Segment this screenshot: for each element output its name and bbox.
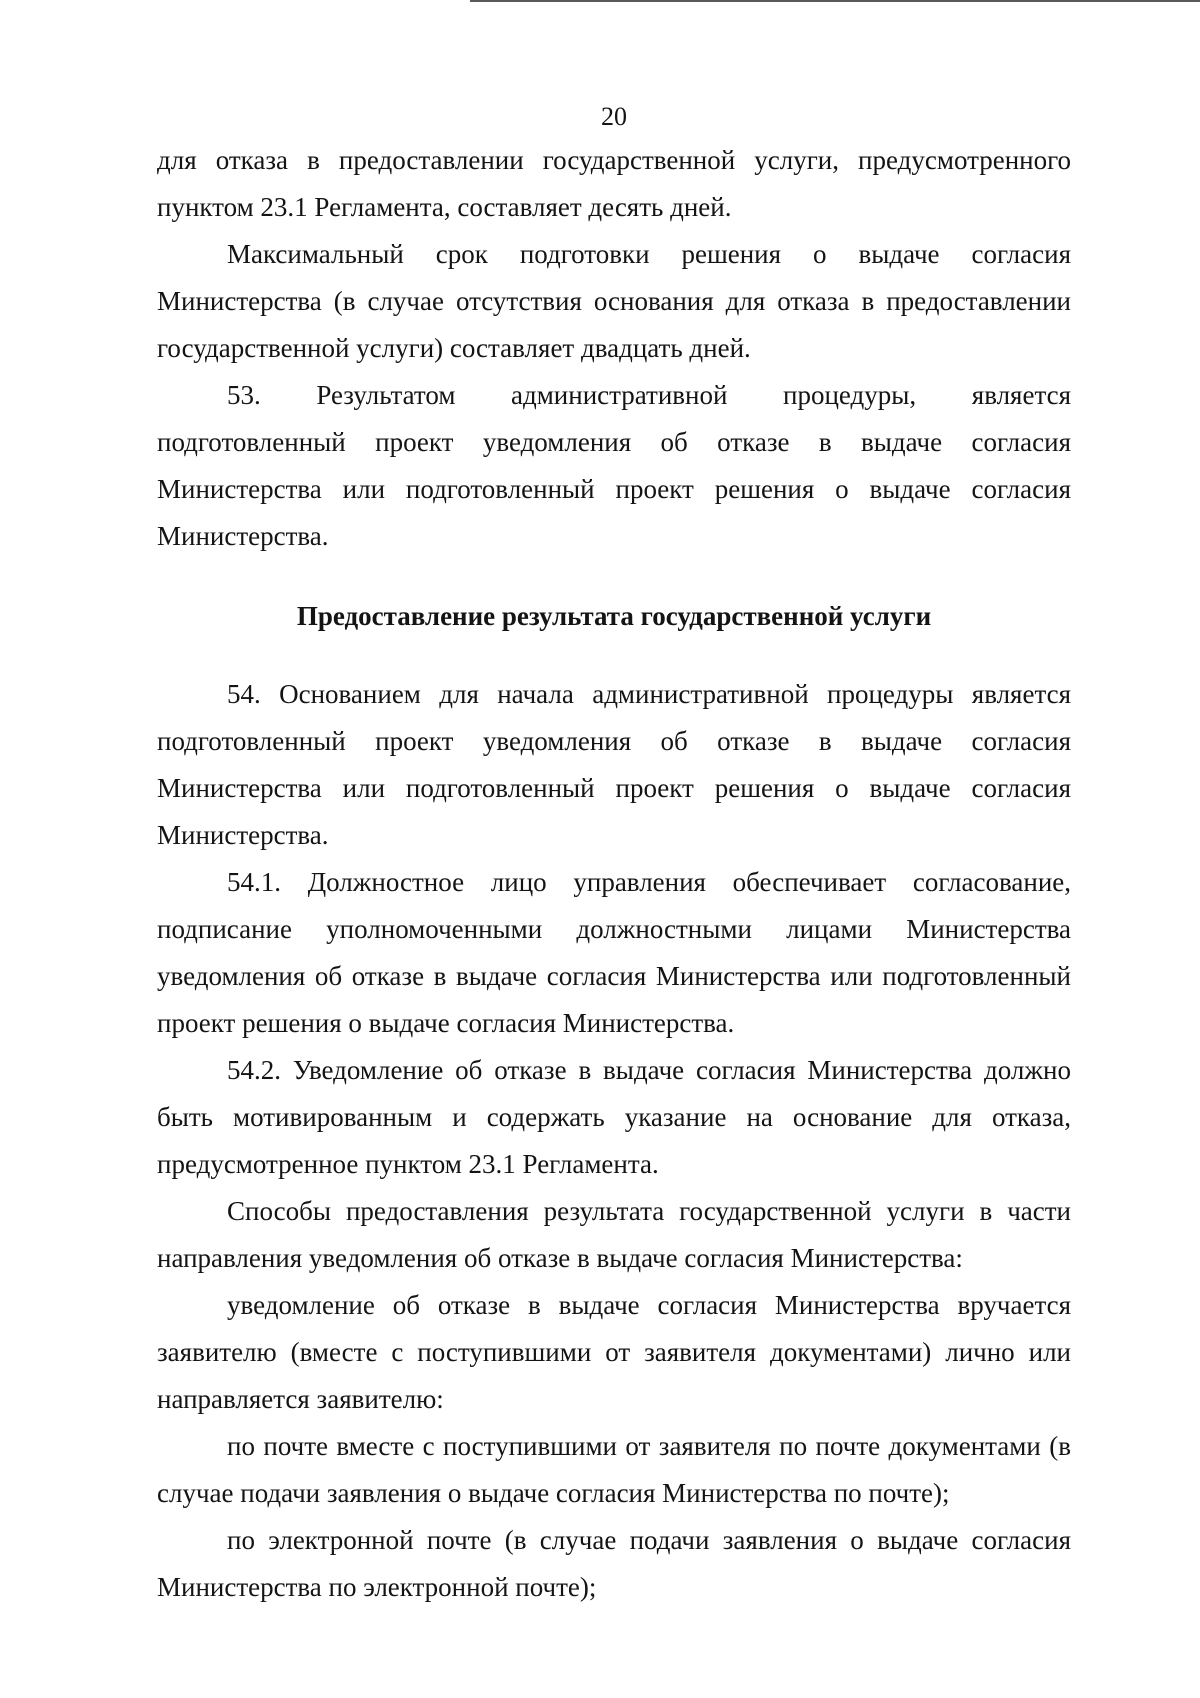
paragraph-methods: Способы предоставления результата государственной услуги в части направления уведомления об отказе в выдаче согласия Министерства:	[157, 1196, 1071, 1273]
paragraph-continuation: для отказа в предоставлении государственной услуги, предусмотренного пунктом 23.1 Регламента, составляет десять дней.	[157, 145, 1071, 222]
paragraph-54-1: 54.1. Должностное лицо управления обеспечивает согласование, подписание уполномоченными должностными лицами Министерства уведомления об отказе в выдаче согласия Министерства или подготовленный проект решения о выдаче согласия Министерства.	[157, 867, 1071, 1038]
paragraph-54: 54. Основанием для начала административной процедуры является подготовленный проект уведомления об отказе в выдаче согласия Министерства или подготовленный проект решения о выдаче согласия Министерства.	[157, 679, 1071, 850]
paragraph-by-post: по почте вместе с поступившими от заявителя по почте документами (в случае подачи заявления о выдаче согласия Министерства по почте);	[157, 1431, 1071, 1508]
paragraph-by-email: по электронной почте (в случае подачи заявления о выдаче согласия Министерства по электронной почте);	[157, 1525, 1071, 1602]
paragraph-delivery: уведомление об отказе в выдаче согласия Министерства вручается заявителю (вместе с поступившими от заявителя документами) лично или направляется заявителю:	[157, 1290, 1071, 1414]
page-number: 20	[601, 102, 627, 131]
scan-edge-line	[470, 0, 1200, 2]
paragraph-max-term: Максимальный срок подготовки решения о выдаче согласия Министерства (в случае отсутствия основания для отказа в предоставлении государственной услуги) составляет двадцать дней.	[157, 239, 1071, 363]
document-body	[157, 137, 1071, 1611]
paragraph-54-2: 54.2. Уведомление об отказе в выдаче согласия Министерства должно быть мотивированным и содержать указание на основание для отказа, предусмотренное пунктом 23.1 Регламента.	[157, 1055, 1071, 1179]
section-heading: Предоставление результата государственной услуги	[296, 601, 932, 631]
paragraph-53: 53. Результатом административной процедуры, является подготовленный проект уведомления об отказе в выдаче согласия Министерства или подготовленный проект решения о выдаче согласия Министерства.	[157, 380, 1071, 551]
